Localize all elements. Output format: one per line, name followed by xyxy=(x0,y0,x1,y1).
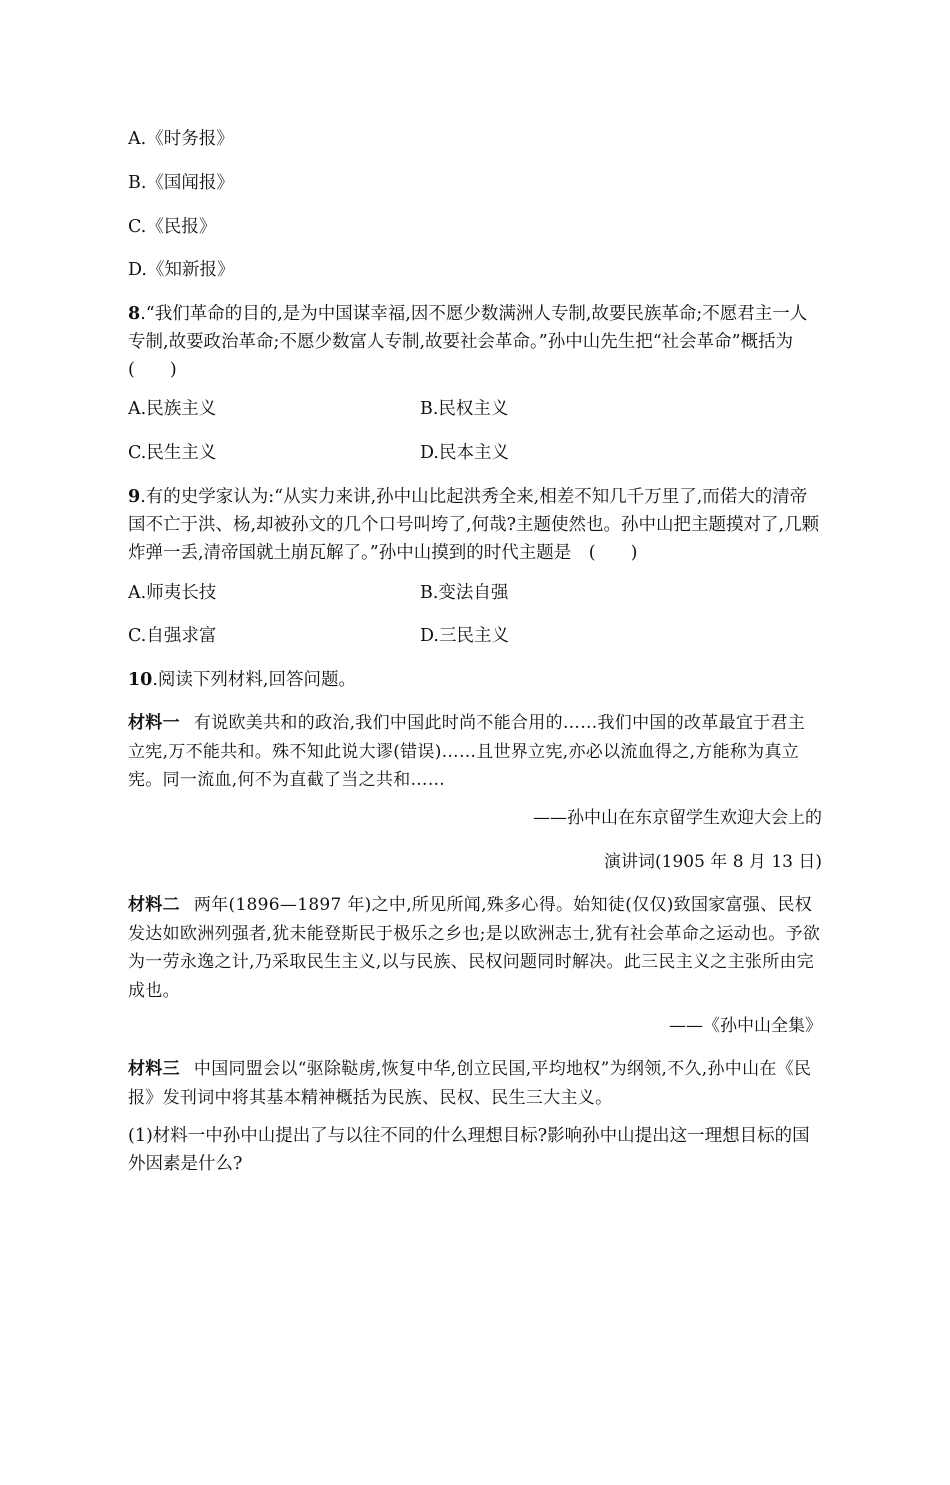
q9-option-b: B.变法自强 xyxy=(420,583,509,603)
q9-number: 9 xyxy=(128,487,141,507)
q10-text: .阅读下列材料,回答问题。 xyxy=(152,670,356,690)
q7-option-a: A.《时务报》 xyxy=(128,129,234,149)
q8-number: 8 xyxy=(128,304,141,324)
q7-option-d: D.《知新报》 xyxy=(128,260,235,280)
q9-option-c: C.自强求富 xyxy=(128,626,217,646)
q8-option-d: D.民本主义 xyxy=(420,443,509,463)
q7-option-c: C.《民报》 xyxy=(128,217,217,237)
material-three xyxy=(128,1055,822,1112)
q8-stem xyxy=(128,300,822,384)
q8-option-b: B.民权主义 xyxy=(420,399,509,419)
q9-options-row1 xyxy=(128,582,509,604)
material-one-source-line2: 演讲词(1905 年 8 月 13 日) xyxy=(604,852,822,872)
q9-option-d: D.三民主义 xyxy=(420,626,509,646)
q8-options-row2 xyxy=(128,442,509,464)
q8-options-row1 xyxy=(128,398,509,420)
q10-stem xyxy=(128,669,356,691)
material-one-text: 有说欧美共和的政治,我们中国此时尚不能合用的……我们中国的改革最宜于君主立宪,万不能共和。殊不知此说大谬(错误)……且世界立宪,亦必以流血得之,方能称为真立宪。同一流血,何不为直截了当之共和…… xyxy=(128,713,806,790)
material-two-source: ——《孙中山全集》 xyxy=(669,1016,822,1036)
q9-text: .有的史学家认为:“从实力来讲,孙中山比起洪秀全来,相差不知几千万里了,而偌大的清帝国不亡于洪、杨,却被孙文的几个口号叫垮了,何哉?主题使然也。孙中山把主题摸对了,几颗炸弹一丢,清帝国就土崩瓦解了。”孙中山摸到的时代主题是 ( ) xyxy=(128,487,820,563)
material-one-source-line1: ——孙中山在东京留学生欢迎大会上的 xyxy=(533,808,822,828)
q7-option-b: B.《国闻报》 xyxy=(128,173,234,193)
material-three-label: 材料三 xyxy=(128,1059,180,1079)
q10-number: 10 xyxy=(128,670,153,690)
q10-subquestion-1: (1)材料一中孙中山提出了与以往不同的什么理想目标?影响孙中山提出这一理想目标的国外因素是什么? xyxy=(128,1126,810,1174)
material-two xyxy=(128,891,822,1005)
material-one-label: 材料一 xyxy=(128,713,180,733)
q8-text: .“我们革命的目的,是为中国谋幸福,因不愿少数满洲人专制,故要民族革命;不愿君主一人专制,故要政治革命;不愿少数富人专制,故要社会革命。”孙中山先生把“社会革命”概括为( ) xyxy=(128,304,808,380)
q9-stem xyxy=(128,483,822,567)
q8-option-c: C.民生主义 xyxy=(128,443,217,463)
material-two-label: 材料二 xyxy=(128,895,180,915)
q9-option-a: A.师夷长技 xyxy=(128,583,217,603)
q9-options-row2 xyxy=(128,625,509,647)
material-one xyxy=(128,709,822,795)
q8-option-a: A.民族主义 xyxy=(128,399,217,419)
material-three-text: 中国同盟会以“驱除鞑虏,恢复中华,创立民国,平均地权”为纲领,不久,孙中山在《民报》发刊词中将其基本精神概括为民族、民权、民生三大主义。 xyxy=(128,1059,812,1108)
material-two-text: 两年(1896—1897 年)之中,所见所闻,殊多心得。始知徒(仅仅)致国家富强、民权发达如欧洲列强者,犹未能登斯民于极乐之乡也;是以欧洲志士,犹有社会革命之运动也。予欲为一劳永逸之计,乃采取民生主义,以与民族、民权问题同时解决。此三民主义之主张所由完成也。 xyxy=(128,895,821,1001)
